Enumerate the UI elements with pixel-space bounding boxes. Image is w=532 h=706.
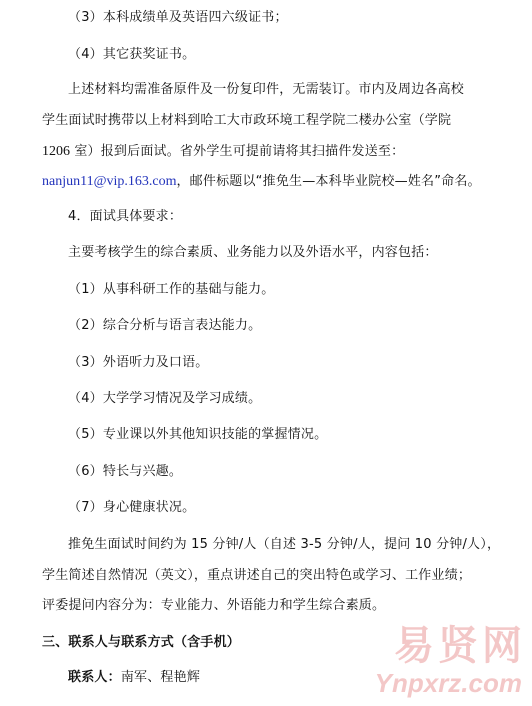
materials-note-line1: 上述材料均需准备原件及一份复印件，无需装订。市内及周边各高校	[68, 82, 465, 97]
room-number: 1206	[42, 144, 70, 159]
materials-note-line3-text: 室）报到后面试。省外学生可提前请将其扫描件发送至：	[70, 144, 405, 159]
item-transcript: （3）本科成绩单及英语四六级证书；	[68, 10, 288, 25]
materials-note-line4	[42, 174, 481, 190]
contact-names: 南军、程艳辉	[120, 670, 201, 685]
time-note-line3: 评委提问内容分为：专业能力、外语能力和学生综合素质。	[42, 598, 386, 613]
assessment-item-6: （6）特长与兴趣。	[68, 464, 183, 479]
materials-note-line3	[42, 144, 404, 160]
site-watermark	[356, 624, 526, 702]
item-awards: （4）其它获奖证书。	[68, 47, 196, 62]
section-3-heading: 三、联系人与联系方式（含手机）	[42, 635, 241, 650]
contact-label: 联系人：	[68, 670, 121, 685]
assessment-item-3: （3）外语听力及口语。	[68, 355, 209, 370]
email-link[interactable]: nanjun11@vip.163.com	[42, 174, 177, 189]
assessment-item-7: （7）身心健康状况。	[68, 500, 196, 515]
contact-line	[68, 670, 200, 686]
assessment-item-1: （1）从事科研工作的基础与能力。	[68, 282, 275, 297]
section-4-heading: 4．面试具体要求：	[68, 209, 183, 224]
watermark-text-en: Ynpxrz.com	[374, 668, 522, 698]
time-note-line1: 推免生面试时间约为 15 分钟/人（自述 3-5 分钟/人，提问 10 分钟/人），	[68, 537, 501, 552]
watermark-text-cn: 易贤网	[394, 623, 526, 669]
assessment-item-2: （2）综合分析与语言表达能力。	[68, 318, 262, 333]
time-note-line2: 学生简述自然情况（英文），重点讲述自己的突出特色或学习、工作业绩；	[42, 568, 472, 583]
assessment-item-5: （5）专业课以外其他知识技能的掌握情况。	[68, 427, 328, 442]
materials-note-line2: 学生面试时携带以上材料到哈工大市政环境工程学院二楼办公室（学院	[42, 113, 452, 128]
materials-note-line4-text: ，邮件标题以“推免生—本科毕业院校—姓名”命名。	[176, 174, 481, 189]
assessment-intro: 主要考核学生的综合素质、业务能力以及外语水平，内容包括：	[68, 245, 438, 260]
assessment-item-4: （4）大学学习情况及学习成绩。	[68, 391, 262, 406]
